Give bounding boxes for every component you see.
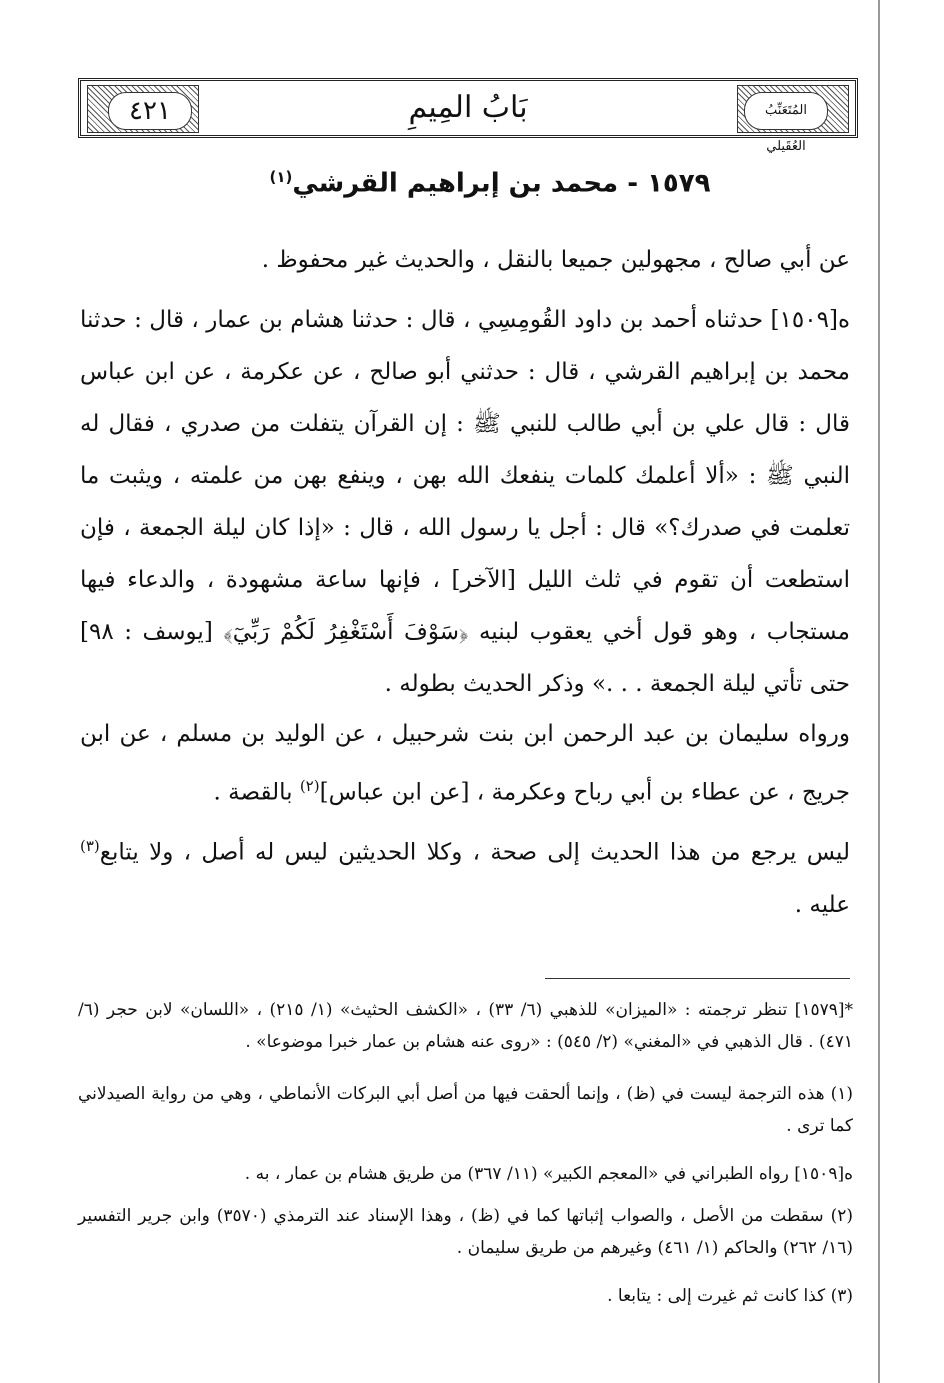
paragraph-hadith: ه[١٥٠٩] حدثناه أحمد بن داود القُومِسِي ، قال : حدثنا هشام بن عمار ، قال : حدثنا محمد بن إبراهيم القرشي ، قال : حدثني أبو صالح ، عن عكرمة ، عن ابن عباس قال : قال علي بن أبي طالب للنبي ﷺ : إن القرآن يتفلت من صدري ، فقال له النبي ﷺ : «ألا أعلمك كلمات ينفعك الله بهن ، وينفع بهن من علمته ، ويثبت ما تعلمت في صدرك؟» قال : أجل يا رسول الله ، قال : «إذا كان ليلة الجمعة ، فإن استطعت أن تقوم في ثلث الليل [الآخر] ، فإنها ساعة مشهودة ، والدعاء فيها مستجاب ، وهو قول أخي يعقوب لبنيه ﴿سَوْفَ أَسْتَغْفِرُ لَكُمْ رَبِّيٓ﴾ [يوسف : ٩٨] حتى تأتي ليلة الجمعة . . .» وذكر الحديث بطوله .	[80, 307, 850, 697]
footnote-separator	[545, 978, 850, 979]
paragraph-1: عن أبي صالح ، مجهولين جميعا بالنقل ، والحديث غير محفوظ .	[261, 247, 850, 273]
paragraph-riwaya-end: بالقصة .	[213, 779, 300, 806]
paragraph-judgment	[80, 820, 850, 931]
book-seal-logo: المُتَعَنِّبُ العُقَيلي	[744, 92, 828, 130]
footnote-3: (٣) كذا كانت ثم غيرت إلى : يتابعا .	[607, 1286, 853, 1306]
footnote-2: (٢) سقطت من الأصل ، والصواب إثباتها كما في (ظ) ، وهذا الإسناد عند الترمذي (٣٥٧٠) وابن جرير التفسير (١٦/ ٢٦٢) والحاكم (١/ ٤٦١) وغيرهم من طريق سليمان .	[78, 1206, 853, 1258]
page-edge-line	[878, 0, 880, 1383]
paragraph-riwaya-text: ورواه سليمان بن عبد الرحمن ابن بنت شرحبيل ، عن الوليد بن مسلم ، عن ابن جريج ، عن عطاء بن أبي رباح وعكرمة ، [عن ابن عباس]	[80, 721, 850, 806]
entry-title	[150, 168, 830, 199]
footnote-ref-2: (٢)	[299, 777, 320, 795]
footnote-entry: *[١٥٧٩] تنظر ترجمته : «الميزان» للذهبي (٦/ ٣٣) ، «الكشف الحثيث» (١/ ٢١٥) ، «اللسان» لابن حجر (٦/ ٤٧١) . قال الذهبي في «المغني» (٢/ ٥٤٥) : «روى عنه هشام بن عمار خبرا موضوعا» .	[78, 1000, 853, 1052]
footnote-ref-3: (٣)	[80, 837, 100, 855]
ornament-right	[737, 85, 849, 154]
page-header	[78, 78, 858, 154]
page-number: ٤٢١	[108, 92, 192, 130]
paragraph-judgment-text: ليس يرجع من هذا الحديث إلى صحة ، وكلا الحديثين ليس له أصل ، ولا يتابع	[99, 839, 850, 866]
footnote-1: (١) هذه الترجمة ليست في (ظ) ، وإنما ألحقت فيها من أصل أبي البركات الأنماطي ، وهي من رواية الصيدلاني كما ترى .	[78, 1084, 853, 1136]
ornament-left	[87, 85, 199, 133]
entry-title-text: ١٥٧٩ - محمد بن إبراهيم القرشي	[292, 168, 711, 199]
footnote-hadith: ه[١٥٠٩] رواه الطبراني في «المعجم الكبير» (١١/ ٣٦٧) من طريق هشام بن عمار ، به .	[244, 1164, 853, 1184]
paragraph-riwaya	[80, 708, 850, 819]
chapter-title: بَابُ المِيمِ	[408, 90, 528, 125]
paragraph-judgment-end: عليه .	[794, 891, 850, 918]
footnote-ref-1: (١)	[269, 168, 293, 186]
